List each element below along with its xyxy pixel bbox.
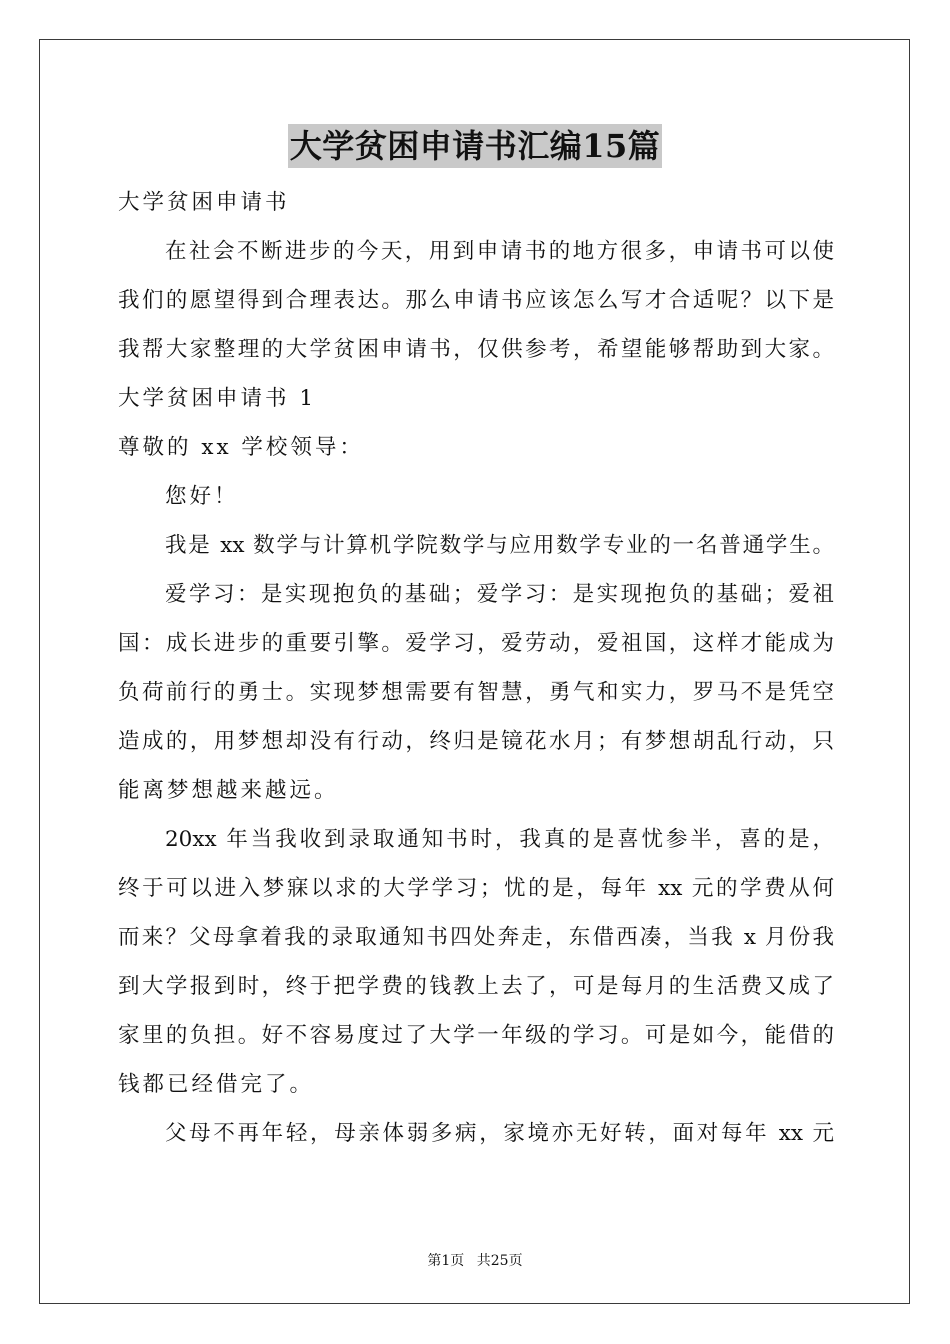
text-line: 终于可以进入梦寐以求的大学学习；忧的是，每年 xx 元的学费从何 — [118, 876, 834, 901]
text-line: 负荷前行的勇士。实现梦想需要有智慧，勇气和实力，罗马不是凭空 — [118, 680, 834, 705]
text-line: 大学贫困申请书 1 — [118, 386, 317, 411]
text-line: 我是 xx 数学与计算机学院数学与应用数学专业的一名普通学生。 — [165, 533, 834, 558]
text-line: 爱学习：是实现抱负的基础；爱学习：是实现抱负的基础；爱祖 — [165, 582, 834, 607]
text-line: 在社会不断进步的今天，用到申请书的地方很多，申请书可以使 — [165, 239, 834, 264]
document-title: 大学贫困申请书汇编15篇 — [288, 124, 663, 168]
text-line: 尊敬的 xx 学校领导： — [118, 435, 364, 460]
text-line: 钱都已经借完了。 — [118, 1072, 315, 1097]
title-container — [0, 124, 950, 168]
text-line: 20xx 年当我收到录取通知书时，我真的是喜忧参半，喜的是， — [165, 827, 834, 852]
text-line: 到大学报到时，终于把学费的钱教上去了，可是每月的生活费又成了 — [118, 974, 834, 999]
text-line: 大学贫困申请书 — [118, 190, 290, 215]
text-line: 家里的负担。好不容易度过了大学一年级的学习。可是如今，能借的 — [118, 1023, 834, 1048]
page-number: 第1页 — [427, 1253, 465, 1269]
text-line: 您好！ — [165, 484, 239, 509]
text-line: 造成的，用梦想却没有行动，终归是镜花水月；有梦想胡乱行动，只 — [118, 729, 834, 754]
text-line: 我帮大家整理的大学贫困申请书，仅供参考，希望能够帮助到大家。 — [118, 337, 834, 362]
page-footer — [0, 1250, 950, 1270]
document-body — [118, 178, 834, 1158]
text-line: 父母不再年轻，母亲体弱多病，家境亦无好转，面对每年 xx 元 — [165, 1121, 834, 1146]
text-line: 而来？父母拿着我的录取通知书四处奔走，东借西凑，当我 x 月份我 — [118, 925, 834, 950]
text-line: 能离梦想越来越远。 — [118, 778, 339, 803]
text-line: 国：成长进步的重要引擎。爱学习，爱劳动，爱祖国，这样才能成为 — [118, 631, 834, 656]
page-total: 共25页 — [476, 1253, 523, 1269]
text-line: 我们的愿望得到合理表达。那么申请书应该怎么写才合适呢？以下是 — [118, 288, 834, 313]
